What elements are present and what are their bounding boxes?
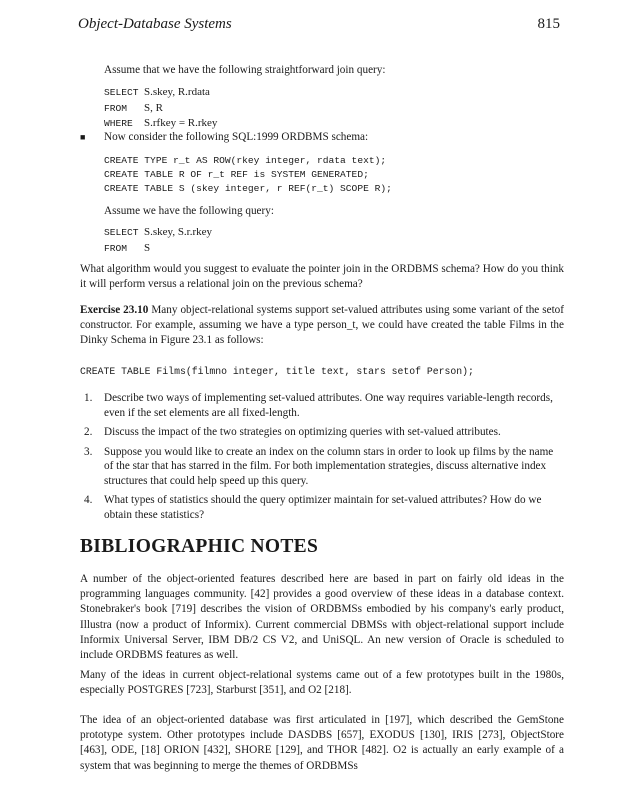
- create-films-statement: CREATE TABLE Films(filmno integer, title text, stars setof Person);: [80, 366, 474, 377]
- sql-keyword: FROM: [104, 242, 128, 254]
- chapter-title: Object-Database Systems: [78, 16, 232, 32]
- exercise-paragraph: [80, 303, 564, 349]
- page-number: 815: [537, 16, 560, 32]
- item-number: 1.: [84, 392, 93, 404]
- item-text: Discuss the impact of the two strategies on optimizing queries with set-valued attributes.: [104, 426, 501, 438]
- bib-paragraph-2: Many of the ideas in current object-relational systems came out of a few prototypes built in the 1980s, especially POSTGRES [723], Starburst [351], and O2 [218].: [80, 669, 564, 697]
- sql-keyword: FROM: [104, 102, 128, 114]
- item-text: What types of statistics should the query optimizer maintain for set-valued attributes? How do we obtain these statistics?: [104, 494, 542, 521]
- item-number: 4.: [84, 494, 93, 506]
- sql-body: S, R: [144, 101, 163, 114]
- query-line: [104, 241, 212, 257]
- item-number: 2.: [84, 426, 93, 438]
- query-line: [104, 225, 212, 241]
- schema-line: CREATE TYPE r_t AS ROW(rkey integer, rdata text);: [104, 155, 387, 166]
- list-item: [84, 445, 564, 489]
- intro-text: Assume that we have the following straightforward join query:: [104, 64, 386, 76]
- bullet-intro: Now consider the following SQL:1999 ORDBMS schema:: [104, 131, 369, 143]
- list-item: [84, 425, 564, 440]
- query-line: [104, 85, 217, 101]
- ordbms-schema: [104, 154, 392, 196]
- sql-keyword: SELECT: [104, 227, 139, 238]
- section-heading: BIBLIOGRAPHIC NOTES: [80, 536, 319, 557]
- list-item: [84, 493, 564, 522]
- exercise-label: Exercise 23.10: [80, 304, 149, 316]
- item-text: Describe two ways of implementing set-valued attributes. One way requires variable-length records, even if the set elements are all fixed-length.: [104, 392, 553, 419]
- sql-body: S.skey, R.rdata: [144, 86, 210, 98]
- running-header: [78, 16, 560, 38]
- sql-keyword: WHERE: [104, 118, 133, 129]
- item-number: 3.: [84, 445, 93, 458]
- list-item: [84, 391, 564, 420]
- exercise-items: [84, 391, 564, 527]
- exercise-text: Many object-relational systems support set-valued attributes using some variant of the setof constructor. For example, assuming we have a type person_t, we could have created the table Films in the Dinky Schema in Figure 23.1 as follows:: [80, 304, 565, 347]
- item-text: Suppose you would like to create an index on the column stars in order to look up films by the name of the star that has starred in the film. For both implementation strategies, discuss alternative index structures that could help speed up this query.: [104, 445, 554, 487]
- question-paragraph: What algorithm would you suggest to evaluate the pointer join in the ORDBMS schema? How do you think it will perform versus a relational join on the previous schema?: [80, 263, 564, 291]
- query-line: [104, 101, 217, 117]
- sql-keyword: SELECT: [104, 87, 139, 98]
- schema-line: CREATE TABLE S (skey integer, r REF(r_t) SCOPE R);: [104, 183, 392, 194]
- bib-paragraph-3: The idea of an object-oriented database was first articulated in [197], which described the GemStone prototype system. Other prototypes include DASDBS [657], EXODUS [130], IRIS [273], ObjectStore [463], ODE, [18] ORION [432], SHORE [129], and THOR [482]. O2 is actually an early example of a system that was beginning to merge the themes of ORDBMSs: [80, 714, 564, 772]
- join-query: [104, 85, 217, 132]
- assume-query-text: Assume we have the following query:: [104, 205, 274, 217]
- sql-body: S.skey, S.r.rkey: [144, 226, 213, 238]
- schema-line: CREATE TABLE R OF r_t REF is SYSTEM GENERATED;: [104, 169, 369, 180]
- bib-paragraph-1: A number of the object-oriented features described here are based in part on fairly old ideas in the programming languages community. [42] provides a good overview of these ideas in a database context. Stonebraker's book [719] describes the vision of ORDBMSs embodied by his company's early product, Illustra (now a product of Informix). Current commercial DBMSs with object-relational support include Informix Universal Server, IBM DB/2 CS V2, and UniSQL. An new version of Oracle is scheduled to include ORDBMS features as well.: [80, 573, 564, 662]
- sql-body: S.rfkey = R.rkey: [144, 117, 218, 129]
- pointer-query: [104, 225, 212, 256]
- sql-body: S: [144, 241, 151, 254]
- bullet-icon: ■: [80, 132, 86, 142]
